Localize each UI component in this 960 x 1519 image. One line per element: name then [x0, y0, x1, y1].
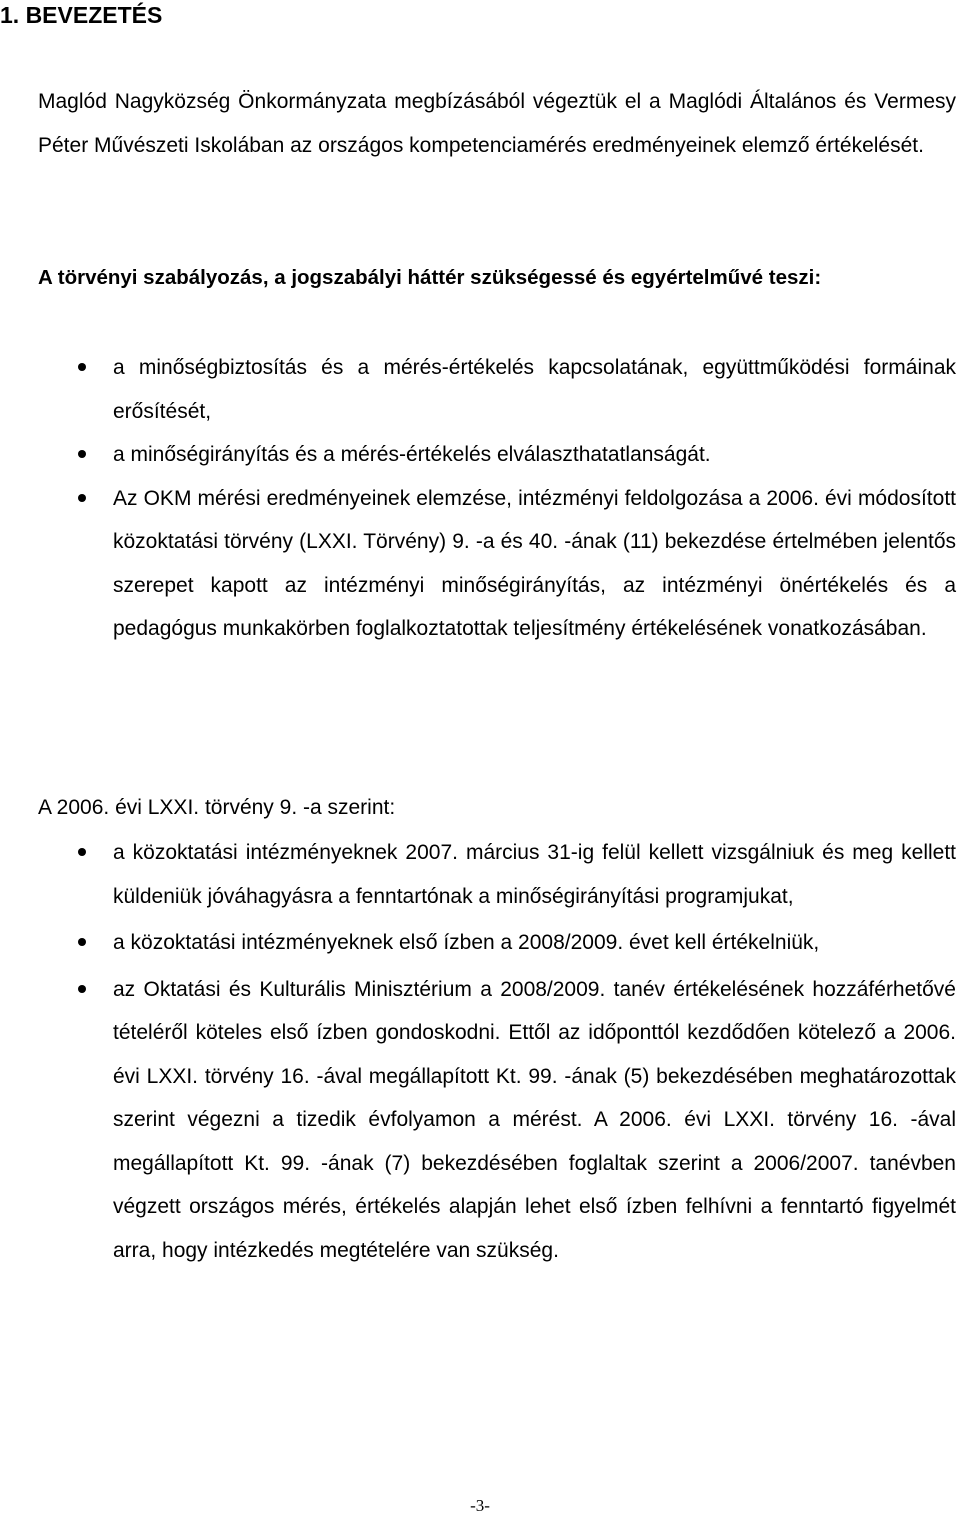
bullet-icon — [78, 450, 86, 458]
list-item — [0, 433, 956, 477]
bullet-icon — [78, 494, 86, 502]
legal-requirements-list — [0, 346, 956, 651]
list-item-text: a közoktatási intézményeknek első ízben a 2008/2009. évet kell értékelniük, — [113, 931, 820, 954]
bullet-icon — [78, 938, 86, 946]
bullet-icon — [78, 363, 86, 371]
list-item-text: a közoktatási intézményeknek 2007. március 31-ig felül kellett vizsgálniuk és meg kellett küldeniük jóváhagyásra a fenntartónak a minőségirányítási programjukat, — [113, 841, 956, 908]
list-item — [0, 921, 956, 965]
legal-intro-paragraph: A törvényi szabályozás, a jogszabályi háttér szükségessé és egyértelművé teszi: — [38, 266, 822, 289]
page-number: -3- — [470, 1496, 490, 1515]
list-item — [0, 831, 956, 918]
intro-paragraph: Maglód Nagyközség Önkormányzata megbízásából végeztük el a Maglódi Általános és Vermesy Péter Művészeti Iskolában az országos kompetenciamérés eredményeinek elemző értékelését. — [38, 90, 956, 157]
list-item-text: a minőségirányítás és a mérés-értékelés elválaszthatatlanságát. — [113, 443, 711, 466]
bullet-icon — [78, 985, 86, 993]
section-heading: 1. BEVEZETÉS — [0, 2, 163, 28]
list-item-text: a minőségbiztosítás és a mérés-értékelés kapcsolatának, együttműködési formáinak erősítését, — [113, 356, 956, 423]
list-item-text: Az OKM mérési eredményeinek elemzése, intézményi feldolgozása a 2006. évi módosított közoktatási törvény (LXXI. Törvény) 9. -a és 40. -ának (11) bekezdése értelmében jelentős szerepet kapott az intézményi minőségirányítás, az intézményi önértékelés és a pedagógus munkakörben foglalkoztatottak teljesítmény értékelésének vonatkozásában. — [113, 486, 956, 640]
list-item — [0, 968, 956, 1273]
law-intro-line: A 2006. évi LXXI. törvény 9. -a szerint: — [38, 796, 396, 819]
bullet-icon — [78, 848, 86, 856]
list-item — [0, 477, 956, 651]
list-item-text: az Oktatási és Kulturális Minisztérium a 2008/2009. tanév értékelésének hozzáférhetővé tételéről köteles első ízben gondoskodni. Ettől az időponttól kezdődően kötelező a 2006. évi LXXI. törvény 16. -ával megállapított Kt. 99. -ának (5) bekezdésében meghatározottak szerint végezni a tizedik évfolyamon a mérést. A 2006. évi LXXI. törvény 16. -ával megállapított Kt. 99. -ának (7) bekezdésében foglaltak szerint a 2006/2007. tanévben végzett országos mérés, értékelés alapján lehet első ízben felhívni a fenntartó figyelmét arra, hogy intézkedés megtételére van szükség. — [113, 977, 956, 1262]
list-item — [0, 346, 956, 433]
law-provisions-list — [0, 831, 956, 1272]
